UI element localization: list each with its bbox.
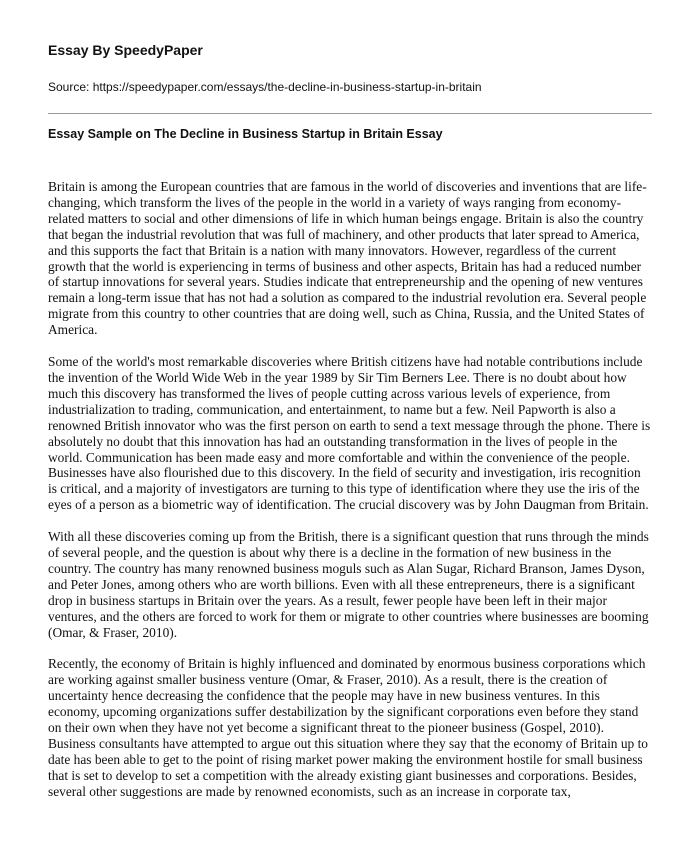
source-url: https://speedypaper.com/essays/the-decline-in-business-startup-in-britain — [92, 80, 482, 94]
header-divider — [48, 113, 652, 114]
essay-paragraph: Some of the world's most remarkable discoveries where British citizens have had notable contributions include the invention of the World Wide Web in the year 1989 by Sir Tim Berners Lee. There is no doubt about how much this discovery has transformed the lives of people cutting across various levels of experience, from industrialization to trading, communication, and entertainment, to name but a few. Neil Papworth is also a renowned British innovator who was the first person on earth to send a text message through the phone. There is absolutely no doubt that this innovation has had an outstanding transformation in the lives of people in the world. Communication has been made easy and more comfortable and within the convenience of the people. Businesses have also flourished due to this discovery. In the field of security and investigation, iris recognition is critical, and a majority of investigators are turning to this type of identification where they use the iris of the eyes of a person as a biometric way of identification. The crucial discovery was by John Daugman from Britain. — [48, 354, 651, 513]
essay-paragraph: Recently, the economy of Britain is highly influenced and dominated by enormous business corporations which are working against smaller business venture (Omar, & Fraser, 2010). As a result, there is the creation of uncertainty hence decreasing the confidence that the people may have in new business ventures. In this economy, upcoming organizations suffer destabilization by the significant corporations even before they stand on their own when they have not yet become a significant threat to the pioneer business (Gospel, 2010). Business consultants have attempted to argue out this situation where they say that the economy of Britain up to date has been able to get to the point of rising market power making the environment hostile for small business that is set to develop to set a competition with the already existing giant businesses and corporations. Besides, several other suggestions are made by renowned economists, such as an increase in corporate tax, — [48, 656, 648, 799]
source-label: Source: — [48, 80, 90, 94]
essay-paragraph: Britain is among the European countries that are famous in the world of discoveries and inventions that are life-changing, which transform the lives of the people in the world in a variety of ways ranging from economy-related matters to social and other dimensions of life in which human beings engage. Britain is also the country that began the industrial revolution that was full of machinery, and other products that later spread to America, and this supports the fact that Britain is a nation with many innovators. However, regardless of the current growth that the world is experiencing in terms of business and other aspects, Britain has had a reduced number of startup innovations for several years. Studies indicate that entrepreneurship and the opening of new ventures remain a long-term issue that has not had a solution as compared to the industrial revolution era. Several people migrate from this country to other countries that are doing well, such as China, Russia, and the United States of America. — [48, 179, 647, 338]
essay-title: Essay Sample on The Decline in Business Startup in Britain Essay — [48, 127, 443, 141]
essay-body — [48, 179, 652, 800]
brand-heading: Essay By SpeedyPaper — [48, 42, 203, 58]
source-line — [48, 80, 652, 95]
essay-paragraph: With all these discoveries coming up from the British, there is a significant question that runs through the minds of several people, and the question is about why there is a decline in the formation of new business in the country. The country has many renowned business moguls such as Alan Sugar, Richard Branson, James Dyson, and Peter Jones, among others who are worth billions. Even with all these entrepreneurs, there is a significant drop in business startups in Britain over the years. As a result, fewer people have been left in their major ventures, and the others are forced to work for them or migrate to other countries where businesses are booming (Omar, & Fraser, 2010). — [48, 529, 649, 640]
